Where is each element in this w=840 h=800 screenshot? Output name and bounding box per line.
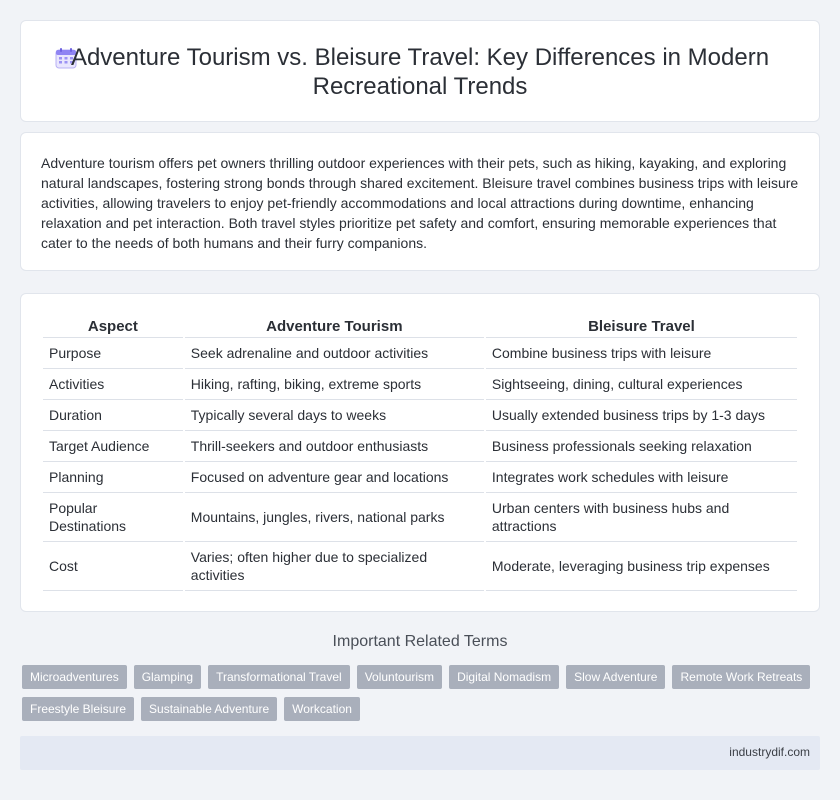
footer-site[interactable]: industrydif.com	[729, 745, 810, 759]
row-adventure: Thrill-seekers and outdoor enthusiasts	[185, 431, 484, 462]
comparison-table	[41, 316, 799, 591]
row-aspect: Duration	[43, 400, 183, 431]
tag-sustainable-adventure[interactable]: Sustainable Adventure	[141, 697, 277, 721]
related-terms-heading: Important Related Terms	[332, 633, 508, 650]
row-adventure: Hiking, rafting, biking, extreme sports	[185, 369, 484, 400]
row-adventure: Mountains, jungles, rivers, national parks	[185, 493, 484, 542]
row-bleisure: Integrates work schedules with leisure	[486, 462, 797, 493]
table-row	[43, 542, 797, 591]
row-adventure: Seek adrenaline and outdoor activities	[185, 338, 484, 369]
row-aspect: Activities	[43, 369, 183, 400]
footer	[20, 736, 820, 770]
row-aspect: Planning	[43, 462, 183, 493]
row-bleisure: Moderate, leveraging business trip expenses	[486, 542, 797, 591]
header-adventure-tourism: Adventure Tourism	[185, 316, 484, 338]
row-bleisure: Usually extended business trips by 1-3 days	[486, 400, 797, 431]
header-aspect: Aspect	[43, 316, 183, 338]
title-wrap	[21, 43, 819, 101]
tag-freestyle-bleisure[interactable]: Freestyle Bleisure	[22, 697, 134, 721]
row-bleisure: Urban centers with business hubs and attractions	[486, 493, 797, 542]
header-bleisure-travel: Bleisure Travel	[486, 316, 797, 338]
table-row	[43, 338, 797, 369]
table-header-row	[43, 316, 797, 338]
row-aspect: Purpose	[43, 338, 183, 369]
table-row	[43, 400, 797, 431]
table-row	[43, 431, 797, 462]
summary-card	[20, 132, 820, 271]
row-aspect: Cost	[43, 542, 183, 591]
tag-transformational-travel[interactable]: Transformational Travel	[208, 665, 350, 689]
row-adventure: Focused on adventure gear and locations	[185, 462, 484, 493]
header-card	[20, 20, 820, 122]
related-terms-list	[22, 665, 822, 721]
table-row	[43, 493, 797, 542]
row-adventure: Varies; often higher due to specialized activities	[185, 542, 484, 591]
tag-voluntourism[interactable]: Voluntourism	[357, 665, 442, 689]
summary-text: Adventure tourism offers pet owners thrilling outdoor experiences with their pets, such as hiking, kayaking, and exploring natural landscapes, fostering strong bonds through shared excitement. Bleisure travel combines business trips with leisure activities, allowing travelers to enjoy pet-friendly accommodations and local attractions during downtime, enhancing relaxation and pet interaction. Both travel styles prioritize pet safety and comfort, ensuring memorable experiences that cater to the needs of both humans and their furry companions.	[41, 155, 799, 251]
tag-glamping[interactable]: Glamping	[134, 665, 201, 689]
table-row	[43, 462, 797, 493]
tag-workcation[interactable]: Workcation	[284, 697, 360, 721]
comparison-card	[20, 293, 820, 612]
page-title: Adventure Tourism vs. Bleisure Travel: Key Differences in Modern Recreational Trends	[70, 44, 770, 100]
tag-microadventures[interactable]: Microadventures	[22, 665, 127, 689]
tag-digital-nomadism[interactable]: Digital Nomadism	[449, 665, 559, 689]
row-bleisure: Combine business trips with leisure	[486, 338, 797, 369]
row-bleisure: Sightseeing, dining, cultural experiences	[486, 369, 797, 400]
row-bleisure: Business professionals seeking relaxation	[486, 431, 797, 462]
row-aspect: Popular Destinations	[43, 493, 183, 542]
tag-slow-adventure[interactable]: Slow Adventure	[566, 665, 665, 689]
tag-remote-work-retreats[interactable]: Remote Work Retreats	[672, 665, 810, 689]
row-aspect: Target Audience	[43, 431, 183, 462]
row-adventure: Typically several days to weeks	[185, 400, 484, 431]
table-row	[43, 369, 797, 400]
